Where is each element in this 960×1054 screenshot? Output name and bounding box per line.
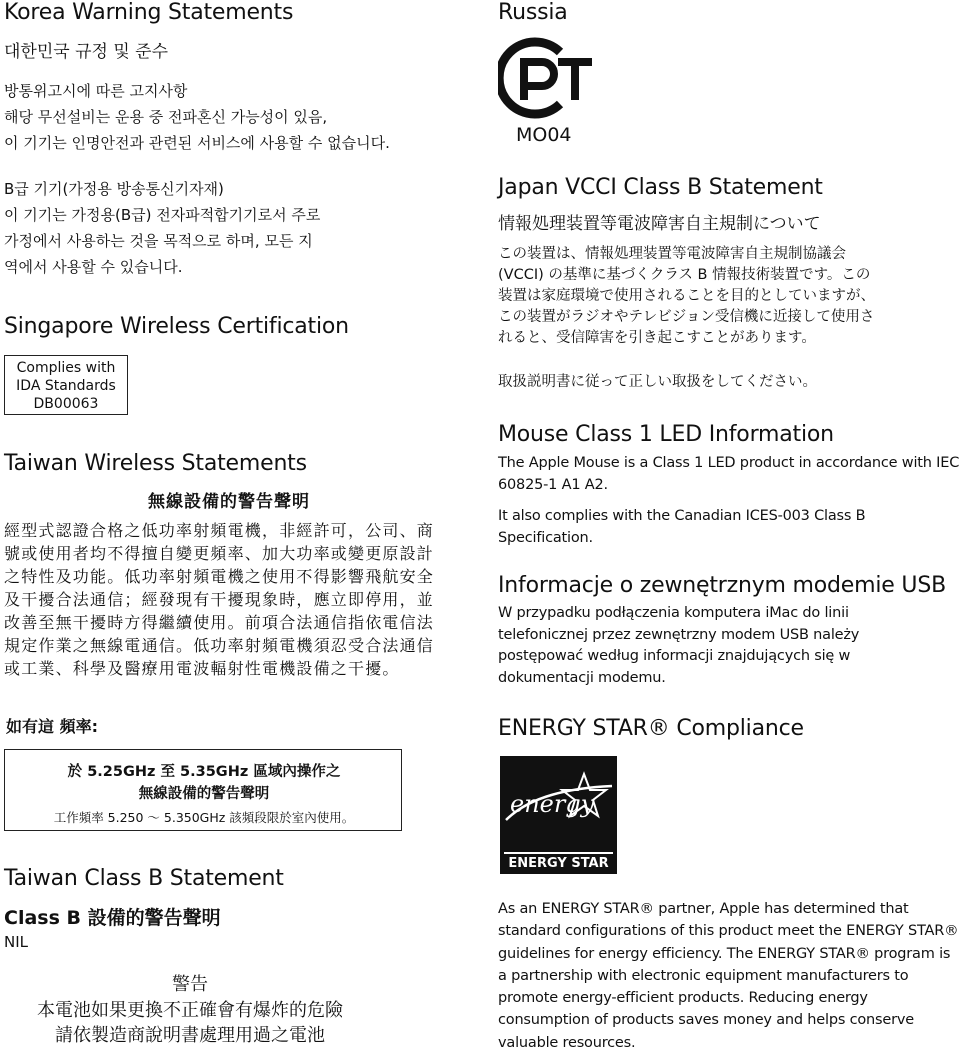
battery-warning-line2: 請依製造商說明書處理用過之電池	[55, 1025, 325, 1046]
modem-body: W przypadku podłączenia komputera iMac do linii telefonicznej przez zewnętrzny modem USB należy postępować według informacji znajdujących się w dokumentacji modemu.	[498, 605, 860, 686]
singapore-label: Complies with IDA Standards DB00063	[4, 355, 128, 415]
frequency-box-line3: 工作頻率 5.250 ～ 5.350GHz 該頻段限於室內使用。	[53, 810, 355, 825]
russia-code: MO04	[516, 124, 572, 146]
energy-star-body: As an ENERGY STAR® partner, Apple has determined that standard configurations of this product meet the ENERGY STAR® guidelines for energy efficiency. The ENERGY STAR® program is a partnership with electronic equipment manufacturers to promote energy-efficient products. Reducing energy consumption of products saves money and helps conserve valuable resources.	[498, 901, 959, 1051]
korea-title: Korea Warning Statements	[4, 0, 294, 25]
frequency-box-line1: 於 5.25GHz 至 5.35GHz 區域內操作之	[67, 764, 341, 780]
energy-star-title: ENERGY STAR® Compliance	[498, 716, 804, 741]
energy-star-logo	[500, 756, 617, 874]
taiwan-wireless-body: 經型式認證合格之低功率射頻電機，非經許可，公司、商號或使用者均不得擅自變更頻率、加大功率或變更原設計之特性及功能。低功率射頻電機之使用不得影響飛航安全及干擾合法通信；經發現有干擾現象時，應立即停用，並改善至無干擾時方得繼續使用。前項合法通信指依電信法規定作業之無線電通信。低功率射頻電機須忍受合法通信或工業、科學及醫療用電波輻射性電機設備之干擾。	[4, 521, 435, 678]
mouse-title: Mouse Class 1 LED Information	[498, 422, 834, 447]
battery-warning-title: 警告	[172, 974, 208, 995]
japan-title: Japan VCCI Class B Statement	[498, 175, 823, 200]
pct-mark-logo	[498, 36, 594, 120]
singapore-title: Singapore Wireless Certification	[4, 314, 349, 339]
korea-subtitle: 대한민국 규정 및 준수	[4, 42, 169, 62]
frequency-label: 如有這 頻率:	[6, 717, 98, 736]
taiwan-classb-nil: NIL	[4, 933, 29, 951]
battery-warning-line1: 本電池如果更換不正確會有爆炸的危險	[37, 1000, 343, 1021]
taiwan-wireless-heading: 無線設備的警告聲明	[148, 492, 310, 512]
modem-title: Informacje o zewnętrznym modemie USB	[498, 573, 946, 598]
japan-para1: この装置は、情報処理装置等電波障害自主規制協議会 (VCCI) の基準に基づくクラス B 情報技術装置です。この装置は家庭環境で使用されることを目的としていますが、この装置がラジオやテレビジョン受信機に近接して使用されると、受信障害を引き起こすことがあります。	[498, 246, 875, 346]
japan-para2: 取扱説明書に従って正しい取扱をしてください。	[498, 374, 817, 390]
frequency-warning-box	[4, 749, 402, 831]
japan-subtitle: 情報処理装置等電波障害自主規制について	[498, 214, 821, 234]
frequency-box-line2: 無線設備的警告聲明	[138, 786, 270, 802]
taiwan-wireless-title: Taiwan Wireless Statements	[4, 451, 307, 476]
mouse-para2: It also complies with the Canadian ICES-003 Class B Specification.	[498, 508, 866, 546]
korea-notice: 방통위고시에 따른 고지사항 해당 무선설비는 운용 중 전파혼신 가능성이 있음, 이 기기는 인명안전과 관련된 서비스에 사용할 수 없습니다.	[4, 82, 390, 152]
taiwan-classb-title: Taiwan Class B Statement	[4, 866, 284, 891]
mouse-para1: The Apple Mouse is a Class 1 LED product in accordance with IEC 60825-1 A1 A2.	[498, 455, 960, 493]
energy-star-label: ENERGY STAR	[508, 856, 609, 871]
korea-classb: B급 기기(가정용 방송통신기자재) 이 기기는 가정용(B급) 전자파적합기기로서 주로 가정에서 사용하는 것을 목적으로 하며, 모든 지 역에서 사용할 수 있습니다.	[4, 180, 321, 276]
taiwan-classb-subtitle: Class B 設備的警告聲明	[4, 907, 221, 929]
energy-star-script-text: energy	[510, 790, 595, 818]
russia-title: Russia	[498, 0, 568, 25]
